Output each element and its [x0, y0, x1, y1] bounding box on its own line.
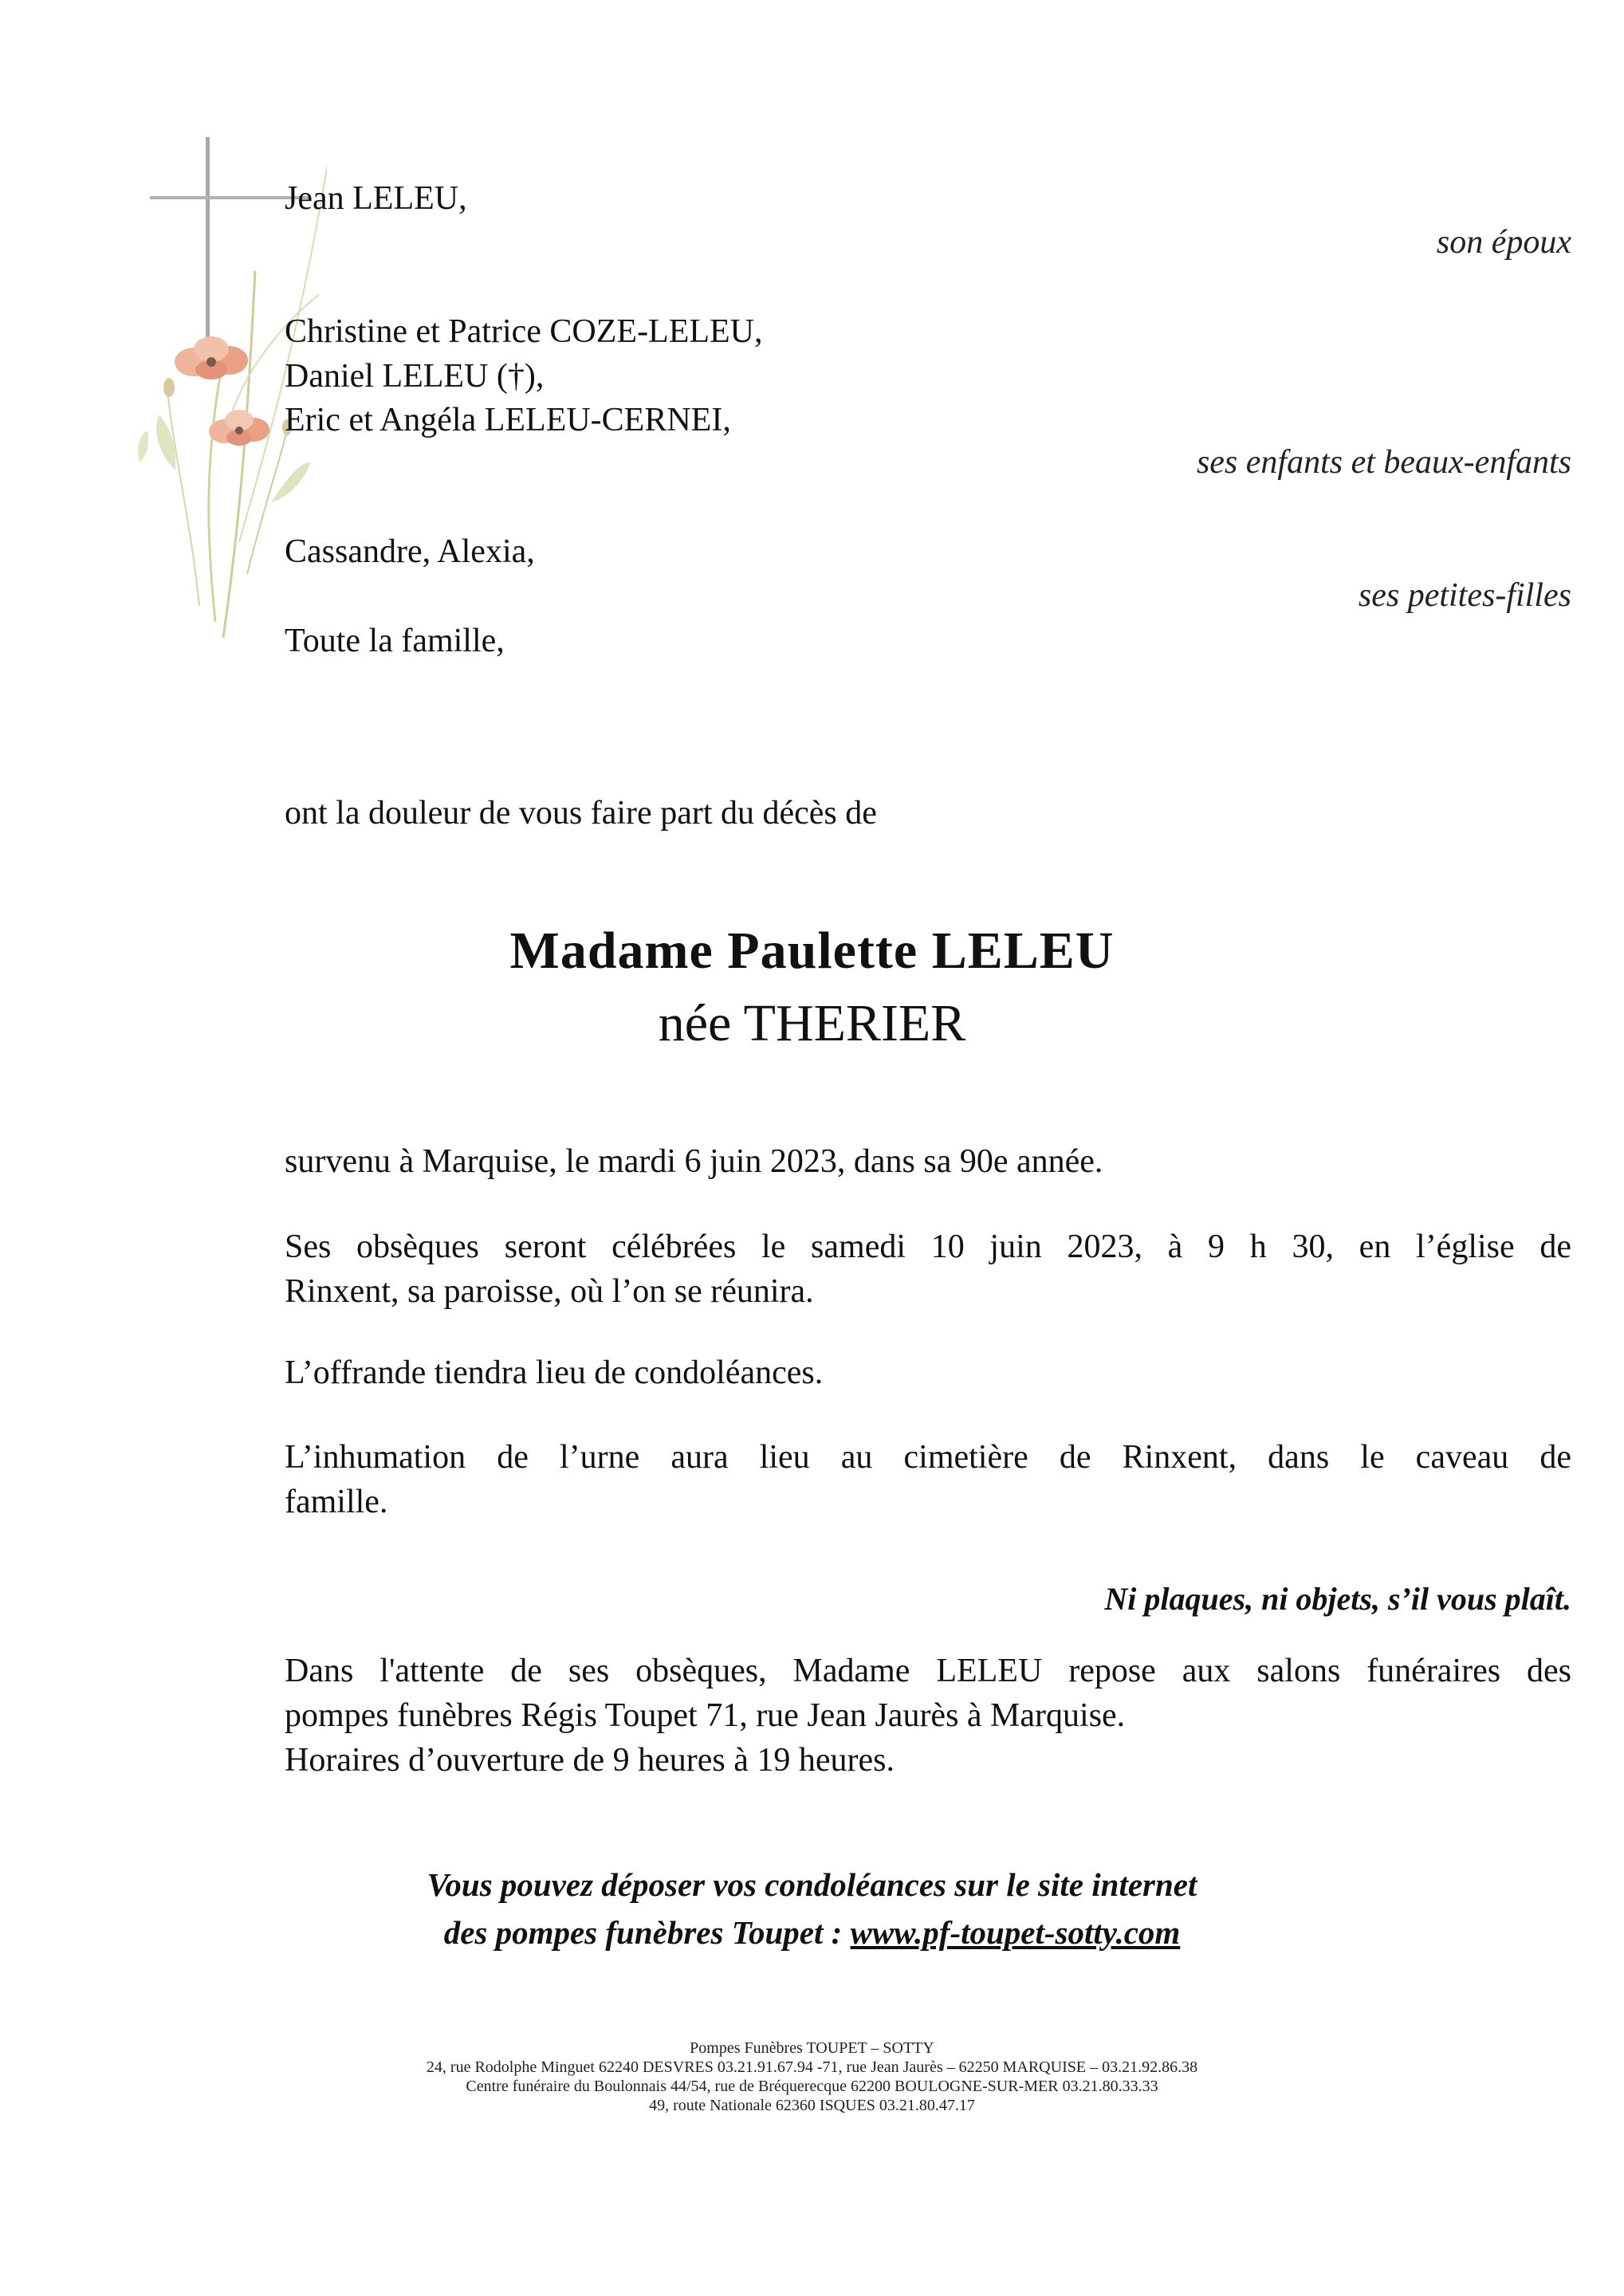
condolences-line-2 — [0, 1909, 1624, 1956]
no-flowers-notice: Ni plaques, ni objets, s’il vous plaît. — [1104, 1581, 1571, 1617]
footer-address-3: 49, route Nationale 62360 ISQUES 03.21.80.47.17 — [649, 2097, 975, 2114]
rest-line-1: Dans l'attente de ses obsèques, Madame LELEU repose aux salons funéraires des — [285, 1653, 1571, 1689]
relation-grandchildren: ses petites-filles — [1358, 577, 1571, 614]
rest-line-3: Horaires d’ouverture de 9 heures à 19 heures. — [285, 1742, 895, 1779]
condolences-block — [0, 1861, 1624, 1956]
funeral-paragraph — [285, 1225, 1571, 1314]
relation-spouse: son époux — [1436, 224, 1571, 261]
burial-line-2: famille. — [285, 1484, 388, 1520]
footer-company: Pompes Funèbres TOUPET – SOTTY — [690, 2039, 934, 2057]
footer-block — [0, 2038, 1624, 2115]
rest-line-2: pompes funèbres Régis Toupet 71, rue Jean Jaurès à Marquise. — [285, 1697, 1126, 1734]
family-name-child-3: Eric et Angéla LELEU-CERNEI, — [285, 402, 731, 438]
family-name-all: Toute la famille, — [285, 623, 505, 659]
footer-address-2: Centre funéraire du Boulonnais 44/54, rue de Bréquerecque 62200 BOULOGNE-SUR-MER 03.21.80.33.33 — [466, 2078, 1158, 2095]
death-paragraph: survenu à Marquise, le mardi 6 juin 2023, dans sa 90e année. — [285, 1143, 1103, 1180]
family-name-child-2: Daniel LELEU (†), — [285, 358, 545, 395]
family-name-child-1: Christine et Patrice COZE-LELEU, — [285, 313, 763, 350]
offering-paragraph: L’offrande tiendra lieu de condoléances. — [285, 1354, 824, 1391]
website-link[interactable]: www.pf-toupet-sotty.com — [850, 1914, 1181, 1951]
funeral-line-1: Ses obsèques seront célébrées le samedi 10 juin 2023, à 9 h 30, en l’église de — [285, 1229, 1571, 1265]
condolences-line-2-prefix: des pompes funèbres Toupet : — [443, 1914, 851, 1951]
funeral-line-2: Rinxent, sa paroisse, où l’on se réunira. — [285, 1273, 814, 1310]
family-name-grandchildren: Cassandre, Alexia, — [285, 533, 535, 570]
condolences-line-1: Vous pouvez déposer vos condoléances sur le site internet — [427, 1866, 1197, 1903]
deceased-maiden-name: née THERIER — [658, 994, 966, 1052]
announcement-text: ont la douleur de vous faire part du décès de — [285, 795, 877, 832]
burial-line-1: L’inhumation de l’urne aura lieu au cimetière de Rinxent, dans le caveau de — [285, 1439, 1571, 1476]
burial-paragraph — [285, 1435, 1571, 1524]
family-name-spouse: Jean LELEU, — [285, 180, 467, 217]
relation-children: ses enfants et beaux-enfants — [1196, 444, 1571, 481]
rest-paragraph — [285, 1649, 1571, 1783]
deceased-name: Madame Paulette LELEU — [509, 922, 1115, 980]
footer-address-1: 24, rue Rodolphe Minguet 62240 DESVRES 03.21.91.67.94 -71, rue Jean Jaurès – 62250 MARQUISE – 03.21.92.86.38 — [426, 2058, 1198, 2076]
